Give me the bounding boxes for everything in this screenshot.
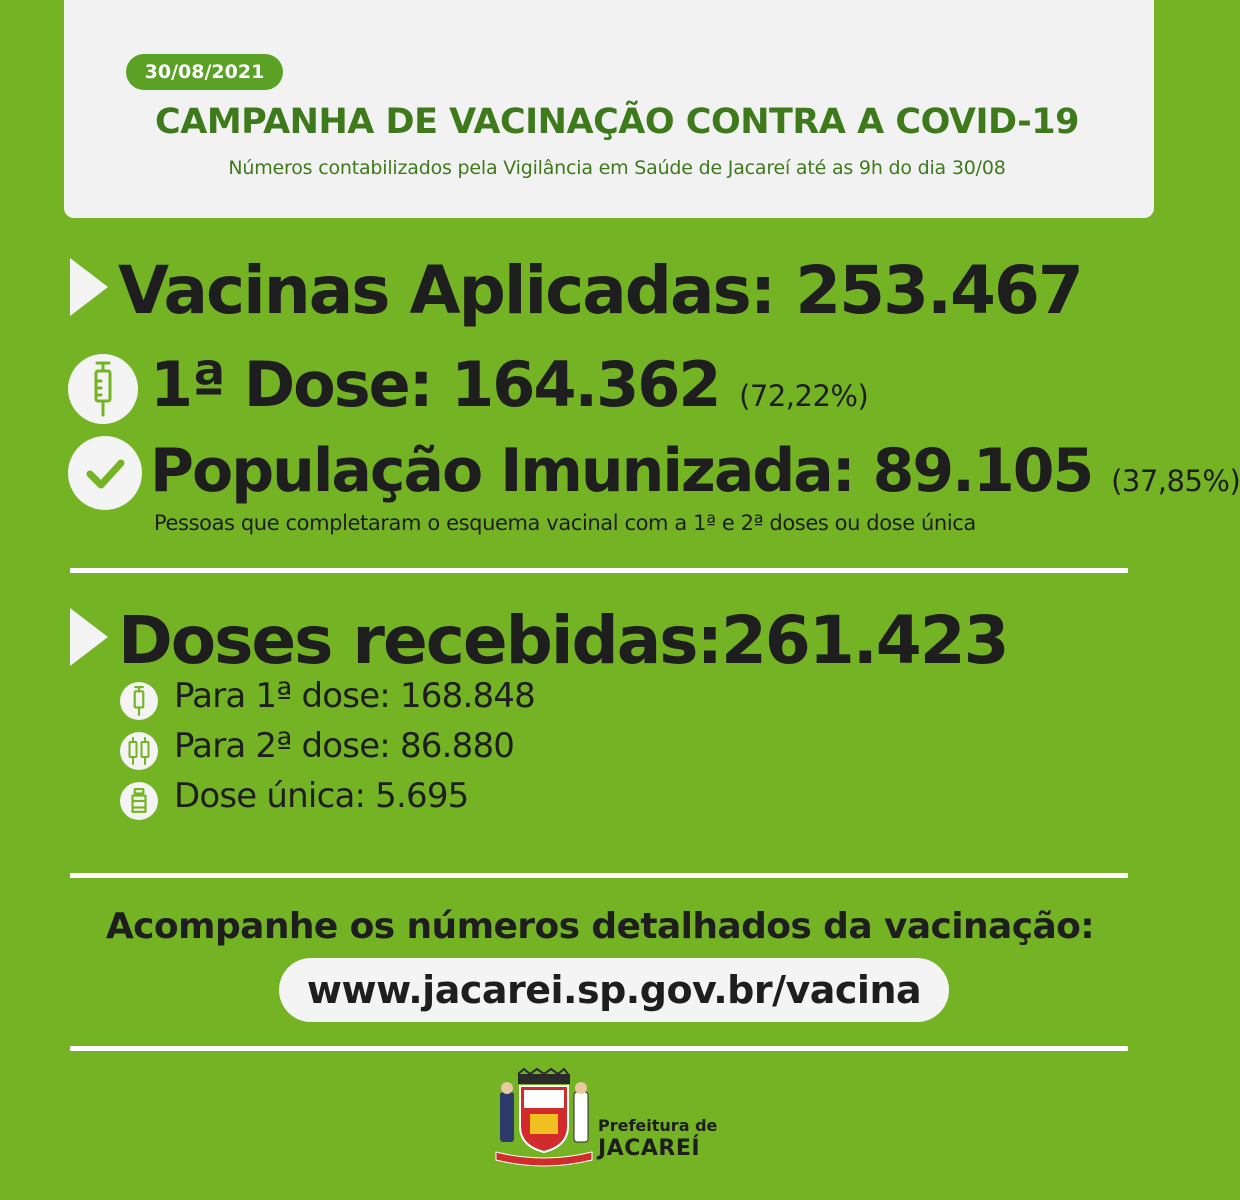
first-dose-percent: (72,22%) xyxy=(739,379,869,413)
logo-text-city: JACAREÍ xyxy=(598,1136,701,1161)
received-item-first: Para 1ª dose: 168.848 xyxy=(174,676,535,716)
immunized-note: Pessoas que completaram o esquema vacinal com a 1ª e 2ª doses ou dose única xyxy=(154,511,976,535)
applied-label: Vacinas Aplicadas: xyxy=(118,252,775,329)
syringe-icon xyxy=(83,361,123,417)
campaign-title: CAMPANHA DE VACINAÇÃO CONTRA A COVID-19 xyxy=(155,102,1079,142)
received-item-single: Dose única: 5.695 xyxy=(174,776,469,816)
vial-icon xyxy=(128,788,150,814)
check-icon xyxy=(82,450,128,496)
two-syringes-icon xyxy=(125,736,153,766)
first-dose-line xyxy=(150,348,868,421)
immunized-line xyxy=(150,436,1240,506)
first-dose-value: 164.362 xyxy=(451,348,720,421)
received-value: 261.423 xyxy=(720,602,1008,679)
syringe-icon xyxy=(128,686,150,716)
date-badge: 30/08/2021 xyxy=(126,54,283,90)
applied-vaccines-line xyxy=(118,252,1082,329)
received-label: Doses recebidas: xyxy=(118,602,721,679)
received-item-second: Para 2ª dose: 86.880 xyxy=(174,726,515,766)
vaccine-url-link[interactable]: www.jacarei.sp.gov.br/vacina xyxy=(279,958,949,1022)
divider xyxy=(70,568,1128,573)
immunized-percent: (37,85%) xyxy=(1111,464,1240,498)
immunized-label: População Imunizada: xyxy=(150,436,854,506)
divider xyxy=(70,1046,1128,1051)
arrow-right-icon xyxy=(68,606,110,668)
arrow-right-icon xyxy=(68,256,110,318)
vial-circle xyxy=(120,782,158,820)
divider xyxy=(70,873,1128,878)
syringe-small-circle xyxy=(120,682,158,720)
received-doses-line xyxy=(118,602,1008,679)
syringe-circle xyxy=(68,354,138,424)
follow-text: Acompanhe os números detalhados da vacinação: xyxy=(105,906,1095,947)
campaign-subtitle: Números contabilizados pela Vigilância em Saúde de Jacareí até as 9h do dia 30/08 xyxy=(228,157,1006,179)
immunized-value: 89.105 xyxy=(872,436,1093,506)
first-dose-label: 1ª Dose: xyxy=(150,348,432,421)
applied-value: 253.467 xyxy=(795,252,1082,329)
check-circle xyxy=(68,436,142,510)
logo-text-prefeitura: Prefeitura de xyxy=(598,1116,718,1135)
two-syringes-circle xyxy=(120,732,158,770)
